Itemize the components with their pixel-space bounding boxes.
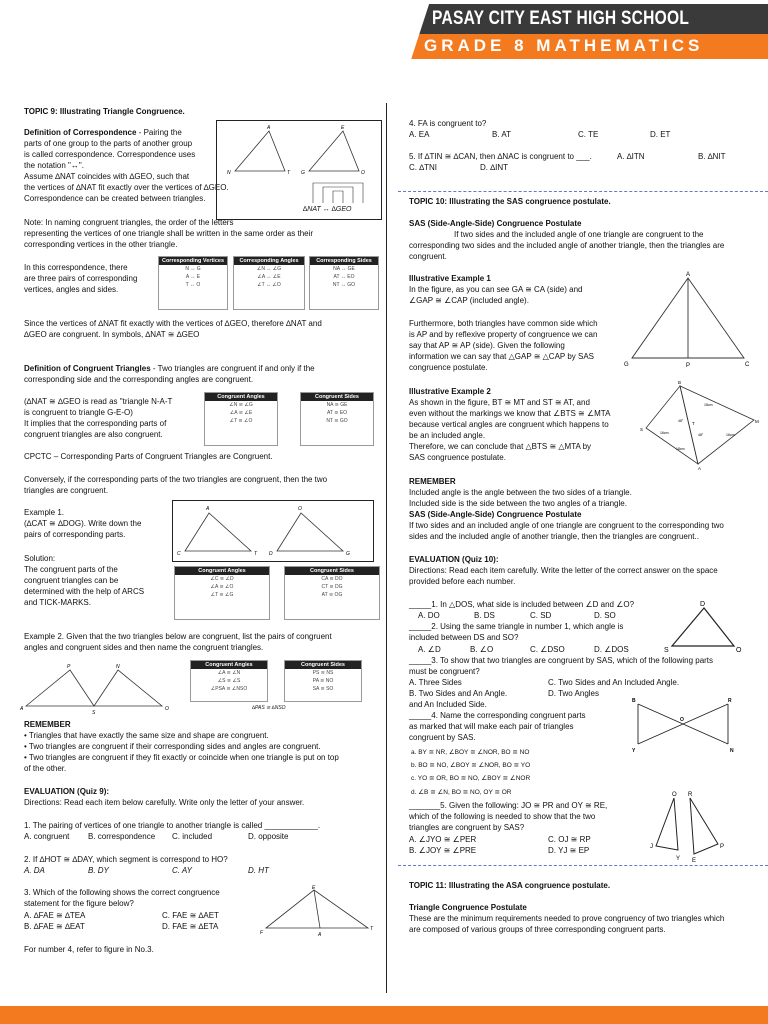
label-o: O — [680, 717, 684, 723]
remember-heading: REMEMBER — [409, 477, 456, 486]
column-divider — [386, 103, 387, 993]
table-head: Congruent Sides — [285, 567, 379, 575]
question-3: 3. Which of the following shows the correct congruence — [24, 888, 220, 897]
text-line: Assume ∆NAT coincides with ∆GEO, such that — [24, 172, 190, 181]
option: B. ∆FAE ≅ ∆EAT — [24, 922, 85, 931]
question-4: 4. FA is congruent to? — [409, 119, 487, 128]
table-cell: ∠N ≅ ∠G — [229, 402, 253, 408]
text-line: Since the vertices of ∆NAT fit exactly with the vertices of ∆GEO, therefore ∆NAT and — [24, 319, 322, 328]
text-line: the notation "↔". — [24, 161, 84, 170]
option: B. ∠JOY ≅ ∠PRE — [409, 846, 477, 855]
option: B. correspondence — [88, 832, 156, 841]
text-line: Included angle is the angle between the two sides of a triangle. — [409, 488, 632, 497]
question-2: 2. If ∆HOT ≅ ∆DAY, which segment is correspond to HO? — [24, 855, 228, 864]
cpctc-line: CPCTC – Corresponding Parts of Congruent Triangles are Congruent. — [24, 452, 273, 461]
def-corr-head: Definition of Correspondence — [24, 128, 137, 137]
text-line: congruent triangles can be — [24, 576, 119, 585]
school-name: PASAY CITY EAST HIGH SCHOOL — [432, 8, 690, 29]
table-head: Congruent Sides — [301, 393, 373, 401]
label-o: O — [298, 506, 302, 512]
measure-label: 18cm — [676, 447, 685, 451]
text-line: determined with the help of ARCS — [24, 587, 145, 596]
figure-cat-dog — [172, 500, 374, 562]
table-cong-angles — [204, 392, 278, 446]
text-line: corresponding two sides and the included angle of another triangle, then the triangles are — [409, 241, 725, 250]
option: D. opposite — [248, 832, 289, 841]
text-line: Correspondence can be created between triangles. — [24, 194, 206, 203]
table-corr-angles — [233, 256, 305, 310]
table-cell: NA ↔ GE — [333, 266, 355, 272]
text-line: congruent. — [409, 252, 447, 261]
label-g: G — [346, 551, 350, 557]
text-line: triangles are congruent by SAS? — [409, 823, 525, 832]
table-cell: ∠N ↔ ∠G — [256, 266, 282, 272]
label-a: A — [686, 272, 691, 278]
text-line: is called correspondence. Correspondence uses — [24, 150, 196, 159]
table-cell: ∠A ≅ ∠N — [217, 670, 241, 676]
option: A. ∠D — [418, 645, 441, 654]
label-o: O — [736, 647, 742, 654]
table-head: Congruent Angles — [205, 393, 277, 401]
option: B. DS — [474, 611, 495, 620]
label-t: T — [287, 170, 291, 176]
option: D. YJ ≅ EP — [548, 846, 590, 855]
label-d: D — [700, 601, 706, 608]
text-line: is AP and by reflexive property of congruence we can — [409, 330, 598, 339]
text-line: (∆CAT ≅ ∆DOG). Write down the — [24, 519, 142, 528]
table-cell: PS ≅ NS — [312, 670, 334, 676]
triangles-cat-dog — [173, 501, 373, 561]
remember-heading: REMEMBER — [24, 720, 71, 729]
table-head: Corresponding Sides — [310, 257, 378, 265]
label-g: G — [301, 170, 305, 176]
table-cell: ∠A ≅ ∠O — [210, 584, 234, 590]
label-e: E — [312, 885, 316, 891]
option: d. ∠B ≅ ∠N, BO ≅ NO, OY ≅ OR — [411, 789, 512, 796]
table-cell: ∠PSA ≅ ∠NSO — [210, 686, 248, 692]
option: b. BO ≅ NO, ∠BOY ≅ ∠NOR, BO ≅ YO — [411, 762, 531, 769]
table-cell: ∠T ≅ ∠O — [229, 418, 253, 424]
label-o: O — [361, 170, 365, 176]
label-p: P — [67, 664, 71, 670]
text-line: Furthermore, both triangles have common side which — [409, 319, 598, 328]
text-line: In the figure, as you can see GA ≅ CA (side) and — [409, 285, 583, 294]
figure-nat-geo — [216, 120, 382, 220]
label-t: T — [254, 551, 258, 557]
text-line: These are the minimum requirements needed to prove congruency of two triangles which — [409, 914, 725, 923]
label-y: Y — [632, 748, 636, 754]
label-s: S — [640, 427, 644, 432]
figure-dos — [664, 598, 750, 654]
option: A. ∆ITN — [617, 152, 645, 161]
question-r1: _____1. In △DOS, what side is included between ∠D and ∠O? — [409, 600, 635, 609]
option: C. TE — [578, 130, 599, 139]
quiz9-heading: EVALUATION (Quiz 9): — [24, 787, 110, 796]
text-line: Example 2. Given that the two triangles below are congruent, list the pairs of congruent — [24, 632, 332, 641]
option: D. ∆INT — [480, 163, 509, 172]
figure-fate — [258, 884, 376, 938]
text-line: must be congruent? — [409, 667, 480, 676]
text-line: the vertices of ∆NAT fit exactly over the vertices of ∆GEO. — [24, 183, 229, 192]
figure-pas-nso — [20, 662, 175, 714]
text-line: Included side is the side between the two angles of a triangle. — [409, 499, 627, 508]
text-line: angles and congruent sides and then name the congruent triangles. — [24, 643, 264, 652]
label-t: T — [692, 421, 695, 426]
text-line: If two sides and an included angle of one triangle are congruent to the corresponding two — [409, 521, 724, 530]
text-line: pairs of corresponding parts. — [24, 530, 126, 539]
text-line: are composed of various groups of three corresponding congruent parts. — [409, 925, 666, 934]
label-t: T — [370, 926, 374, 932]
tcp-heading: Triangle Congruence Postulate — [409, 903, 527, 912]
text-line: The congruent parts of the — [24, 565, 118, 574]
label-p: P — [686, 363, 691, 369]
figure-boy-nor — [628, 694, 748, 756]
text-line: parts of one group to the parts of another group — [24, 139, 193, 148]
grade-title: GRADE 8 MATHEMATICS — [424, 36, 704, 55]
option: D. HT — [248, 866, 269, 875]
option: C. Two Sides and An Included Angle. — [548, 678, 680, 687]
label-e: E — [341, 125, 345, 131]
label-s: S — [664, 647, 669, 654]
text-line: • Two triangles are congruent if they fit exactly or coincide when one triangle is put on top — [24, 753, 339, 762]
label-a: A — [318, 932, 322, 938]
figure-caption: ∆NAT ↔ ∆GEO — [303, 206, 352, 213]
text-line: • Triangles that have exactly the same size and shape are congruent. — [24, 731, 269, 740]
table-cell: PA ≅ NO — [312, 678, 334, 684]
table-cell: ∠T ≅ ∠G — [210, 592, 234, 598]
label-n: N — [116, 664, 120, 670]
table-cell: NT ≅ GO — [326, 418, 348, 424]
measure-label: 16cm — [726, 433, 735, 437]
text-line: which of the following is needed to show that the two — [409, 812, 596, 821]
text-line: triangles are congruent. — [24, 486, 109, 495]
table-cell: ∠C ≅ ∠D — [210, 576, 234, 582]
text-line: congruent by SAS. — [409, 733, 476, 742]
table-pas-sides — [284, 660, 362, 702]
text-line: and TICK-MARKS. — [24, 598, 91, 607]
text-line: vertices, angles and sides. — [24, 285, 119, 294]
table-cell: CA ≅ DO — [321, 576, 343, 582]
table-cong-sides — [300, 392, 374, 446]
label-o: O — [672, 792, 677, 798]
measure-label: 48° — [678, 419, 684, 423]
label-a: A — [267, 125, 271, 131]
figure-bts-mta — [636, 378, 764, 470]
text-line: of the other. — [24, 764, 67, 773]
ie2-heading: Illustrative Example 2 — [409, 387, 491, 396]
label-r: R — [688, 792, 693, 798]
option: D. SO — [594, 611, 616, 620]
measure-label: 48° — [698, 433, 704, 437]
quiz10-heading: EVALUATION (Quiz 10): — [409, 555, 499, 564]
text-line: information we can say that △GAP ≅ △CAP by SAS — [409, 352, 595, 361]
label-c: C — [745, 362, 750, 368]
option: c. YO ≅ OR, BO ≅ NO, ∠BOY ≅ ∠NOR — [411, 775, 531, 782]
text-line: Conversely, if the corresponding parts of the two triangles are congruent, then the two — [24, 475, 328, 484]
table-cell: NT ↔ GO — [332, 282, 356, 288]
ie1-heading: Illustrative Example 1 — [409, 274, 491, 283]
topic9-heading: TOPIC 9: Illustrating Triangle Congruence. — [24, 107, 185, 116]
table-cell: AT ↔ EO — [333, 274, 355, 280]
text-line: congruent triangles are also congruent. — [24, 430, 163, 439]
text-line: statement for the figure below? — [24, 899, 134, 908]
measure-label: 16cm — [660, 431, 669, 435]
text-line: even without the markings we know that ∠BTS ≅ ∠MTA — [409, 409, 611, 418]
option: A. ∆FAE ≅ ∆TEA — [24, 911, 86, 920]
text-line: is congruent to triangle G-E-O) — [24, 408, 133, 417]
measure-label: 18cm — [704, 403, 713, 407]
table-cell: ∠S ≅ ∠S — [217, 678, 241, 684]
table-cat-sides — [284, 566, 380, 620]
table-pas-angles — [190, 660, 268, 702]
option: B. ∆NIT — [698, 152, 726, 161]
text-line: provided before each number. — [409, 577, 516, 586]
label-s: S — [92, 710, 96, 716]
quiz9-directions: Directions: Read each item below carefully. Write only the letter of your answer. — [24, 798, 305, 807]
question-r4: _____4. Name the corresponding congruent parts — [409, 711, 586, 720]
option: D. Two Angles — [548, 689, 599, 698]
table-corr-vertices — [158, 256, 228, 310]
text-line: be an included angle. — [409, 431, 486, 440]
table-cell: A ↔ E — [185, 274, 201, 280]
table-head: Corresponding Vertices — [159, 257, 227, 265]
text-line: ∠GAP ≅ ∠CAP (included angle). — [409, 296, 529, 305]
question-5: 5. If ∆TIN ≅ ∆CAN, then ∆NAC is congruent to ___. — [409, 152, 592, 161]
def-cong-text: - Two triangles are congruent if and only if the — [150, 364, 315, 373]
def-cong-line — [24, 364, 315, 374]
table-head: Congruent Sides — [285, 661, 361, 669]
table-head: Congruent Angles — [191, 661, 267, 669]
label-c: C — [177, 551, 181, 557]
table-cell: AT ≅ EO — [326, 410, 348, 416]
option: B. AT — [492, 130, 511, 139]
label-j: J — [650, 844, 653, 850]
label-d: D — [269, 551, 273, 557]
label-p: P — [720, 844, 725, 850]
table-corr-sides — [309, 256, 379, 310]
option: A. congruent — [24, 832, 70, 841]
text-line: As shown in the figure, BT ≅ MT and ST ≅ AT, and — [409, 398, 590, 407]
label-f: F — [260, 930, 264, 936]
text-line: It implies that the corresponding parts of — [24, 419, 167, 428]
text-line: Solution: — [24, 554, 56, 563]
text-line: • Two triangles are congruent if their corresponding sides and angles are congruent. — [24, 742, 321, 751]
option: D. ∠DOS — [594, 645, 629, 654]
text-line: Note: In naming congruent triangles, the order of the letters — [24, 218, 234, 227]
option: A. ∠JYO ≅ ∠PER — [409, 835, 477, 844]
option: a. BY ≅ NR, ∠BOY ≅ ∠NOR, BO ≅ NO — [411, 749, 530, 756]
option: C. AY — [172, 866, 193, 875]
figure-joy-pre — [648, 788, 728, 864]
text-line: If two sides and the included angle of one triangle are congruent to the — [454, 230, 704, 239]
table-caption: ∆PAS ≅ ∆NSO — [252, 705, 286, 711]
table-cell: T ↔ O — [185, 282, 201, 288]
label-m: M — [755, 419, 759, 424]
text-line: representing the vertices of one triangle shall be written in the same order as their — [24, 229, 314, 238]
label-o: O — [165, 706, 169, 712]
topic11-heading: TOPIC 11: Illustrating the ASA congruence postulate. — [409, 881, 611, 890]
text-line: Directions: Read each item carefully. Write the letter of the correct answer on the space — [409, 566, 718, 575]
table-cell: ∠A ≅ ∠E — [229, 410, 253, 416]
option: A. Three Sides — [409, 678, 462, 687]
option: C. included — [172, 832, 213, 841]
table-cell: NA ≅ GE — [326, 402, 348, 408]
text-line: sides and the included angle of another triangle, then the triangles are congruent.. — [409, 532, 699, 541]
topic10-heading: TOPIC 10: Illustrating the SAS congruence postulate. — [409, 197, 611, 206]
option: B. Two Sides and An Angle. — [409, 689, 508, 698]
text-line: Therefore, we can conclude that △BTS ≅ △MTA by — [409, 442, 592, 451]
text-line: ∆GEO are congruent. In symbols, ∆NAT ≅ ∆GEO — [24, 330, 200, 339]
text-line: as marked that will make each pair of triangles — [409, 722, 574, 731]
option: B. DY — [88, 866, 109, 875]
text-line: included between DS and SO? — [409, 633, 519, 642]
question-r2: _____2. Using the same triangle in number 1, which angle is — [409, 622, 624, 631]
page-footer-band — [0, 1006, 768, 1024]
sas-heading: SAS (Side-Angle-Side) Congruence Postulate — [409, 219, 582, 228]
label-r: R — [728, 698, 732, 704]
option: C. FAE ≅ ∆AET — [162, 911, 219, 920]
text-line: In this correspondence, there — [24, 263, 128, 272]
text-line: are three pairs of corresponding — [24, 274, 138, 283]
question-r5: _______5. Given the following: JO ≅ PR and OY ≅ RE, — [409, 801, 608, 810]
label-n: N — [227, 170, 231, 176]
label-a: A — [698, 466, 702, 471]
option: C. OJ ≅ RP — [548, 835, 591, 844]
table-cell: SA ≅ SO — [312, 686, 334, 692]
table-head: Congruent Angles — [175, 567, 269, 575]
option: D. ET — [650, 130, 671, 139]
label-e: E — [692, 858, 697, 864]
def-corr-text: - Pairing the — [136, 128, 182, 137]
text-line: (∆NAT ≅ ∆GEO is read as "triangle N-A-T — [24, 397, 173, 406]
text-line: Example 1. — [24, 508, 65, 517]
option: A. EA — [409, 130, 430, 139]
label-a: A — [20, 706, 24, 712]
text-line: and An Included Side. — [409, 700, 487, 709]
question-r3: _____3. To show that two triangles are congruent by SAS, which of the following parts — [409, 656, 714, 665]
page-header — [0, 0, 768, 62]
text-line: For number 4, refer to figure in No.3. — [24, 945, 154, 954]
table-cell: ∠A ↔ ∠E — [257, 274, 281, 280]
text-line: corresponding side and the corresponding angles are congruent. — [24, 375, 254, 384]
table-cell: AT ≅ OG — [321, 592, 343, 598]
section-divider — [398, 191, 768, 192]
label-b: B — [632, 698, 636, 704]
table-cell: CT ≅ DG — [321, 584, 343, 590]
table-head: Corresponding Angles — [234, 257, 304, 265]
figure-gap-cap — [624, 270, 752, 370]
label-b: B — [678, 380, 682, 385]
table-cat-angles — [174, 566, 270, 620]
option: C. ∠DSO — [530, 645, 565, 654]
text-line: because vertical angles are congruent which happens to — [409, 420, 609, 429]
option: C. SD — [530, 611, 552, 620]
option: A. DA — [24, 866, 45, 875]
question-1: 1. The pairing of vertices of one triangle to another triangle is called ____________. — [24, 821, 321, 830]
option: A. DO — [418, 611, 440, 620]
section-divider — [398, 865, 768, 866]
table-cell: N ↔ G — [185, 266, 201, 272]
text-line: SAS congruence postulate. — [409, 453, 506, 462]
text-line: congruence postulate. — [409, 363, 488, 372]
sas-heading: SAS (Side-Angle-Side) Congruence Postulate — [409, 510, 582, 519]
option: D. FAE ≅ ∆ETA — [162, 922, 219, 931]
option: C. ∆TNI — [409, 163, 438, 172]
triangles-nat-geo — [217, 121, 381, 219]
def-corr-line — [24, 128, 182, 138]
text-line: say that AP ≅ AP (side). Given the following — [409, 341, 565, 350]
label-g: G — [624, 362, 629, 368]
label-n: N — [730, 748, 734, 754]
label-a: A — [206, 506, 210, 512]
label-y: Y — [676, 856, 681, 862]
text-line: corresponding vertices in the other triangle. — [24, 240, 178, 249]
def-cong-head: Definition of Congruent Triangles — [24, 364, 151, 373]
option: B. ∠O — [470, 645, 494, 654]
table-cell: ∠T ↔ ∠O — [257, 282, 281, 288]
